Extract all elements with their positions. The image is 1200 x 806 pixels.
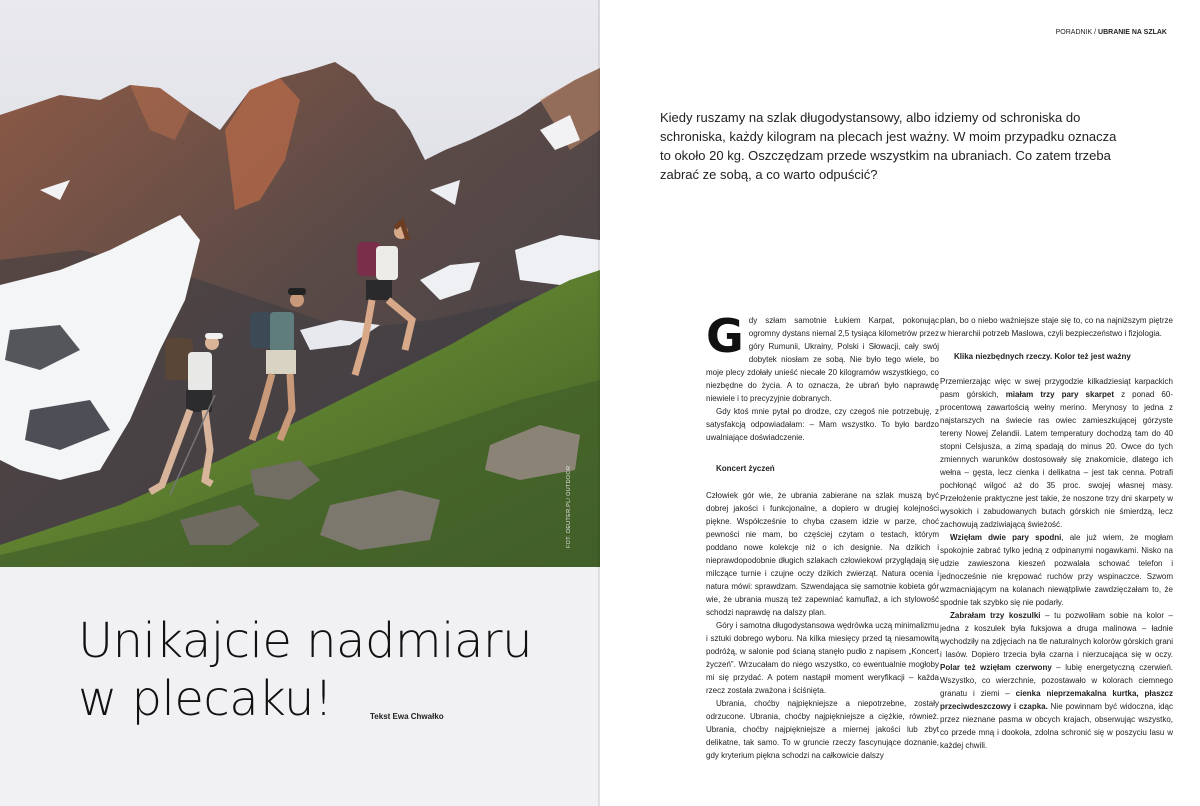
paragraph: Przemierzając więc w swej przygodzie kilkadziesiąt karpackich pasm górskich, miałam trzy pary skarpet z ponad 60-procentową zawartością wełny merino. Merynosy to jedna z najstarszych na świecie ras owiec zamieszkującej górzyste tereny Nowej Zelandii. Latem temperatury dochodzą tam do 40 stopni Celsjusza, a zimą spadają do minus 20. Owce do tych zmiennych warunków dostosowały się znakomicie, dlatego ich wełna – gęsta, lecz cienka i delikatna – jest tak cenna. Potrafi pochłonąć wilgoć aż do 35 proc. swojej własnej masy. Przełożenie praktyczne jest takie, że noszone trzy dni skarpety w wysokich i zabudowanych butach górskich nie śmierdzą, lecz zachowują zadziwiającą świeżość. <box>940 377 1173 529</box>
drop-cap: G <box>706 309 744 363</box>
paragraph: plan, bo o niebo ważniejsze staje się to, co na najniższym piętrze w hierarchii potrzeb Maslowa, czyli bezpieczeństwo i fizjologia. <box>940 316 1173 338</box>
headline <box>78 612 548 728</box>
lead-paragraph: Kiedy ruszamy na szlak długodystansowy, albo idziemy od schroniska do schroniska, każdy kilogram na plecach jest ważny. W moim przypadku oznacza to około 20 kg. Oszczędzam przede wszystkim na ubraniach. Co zatem trzeba zabrać ze sobą, a co warto odpuścić? <box>660 110 1117 182</box>
paragraph: Ubrania, choćby najpiękniejsze a niepotrzebne, zostały odrzucone. Ubrania, choćby najpiękniejsze a ciężkie, również. Ubrania, choćby najpiękniejsze a miernej jakości lub zbyt delikatne, tak samo. To w gruncie rzeczy fascynujące doznanie, gdy kryterium piękna schodzi na całkowicie dalszy <box>706 699 939 760</box>
right-page <box>600 0 1200 806</box>
headline-line-1: Unikajcie nadmiaru <box>78 613 533 669</box>
paragraph: Góry i samotna długodystansowa wędrówka uczą minimalizmu i sztuki dobrego wyboru. Na kilka miesięcy przed tą niesamowitą podróżą, w salonie pod ścianą stanęło pudło z napisem „Koncert życzeń”. Wrzucałam do niego wszystko, co ewentualnie mogłoby mi się przydać. A potem nastąpił moment weryfikacji – każda rzecz została zważona i ściśnięta. <box>706 621 939 695</box>
photo-credit: FOT. DEUTER.PL/ OUTDOOR <box>566 465 572 548</box>
section-tag <box>1056 29 1167 36</box>
paragraph: Wzięłam dwie pary spodni, ale już wiem, że mogłam spokojnie zabrać tylko jedną z odpinanymi nogawkami. Nisko na udzie zawieszona kieszeń pozwalała schować telefon i jednocześnie nie krępować ruchów przy wspinaczce. Szwom wzmacniającym na kolanach niewątpliwie zawdzięczałam to, że spodnie tak szybko się nie podarły. <box>940 533 1174 607</box>
author-byline: Tekst Ewa Chwałko <box>370 712 444 721</box>
paragraph: Człowiek gór wie, że ubrania zabierane na szlak muszą być dobrej jakości i funkcjonalne, a dopiero w drugiej kolejności piękne. Współcześnie to chyba czasem idzie w parze, choć pewności nie mam, bo częściej czytam o testach, którym poddano nowe kolekcje niż o ich designie. Na dzikich i nieprawdopodobnie długich szlakach człowiekowi przyglądają się milczące turnie i czujne oczy dzikich zwierząt. Natura ocenia i natura mówi: sprawdzam. Szwendająca się samotnie kobieta gór wie, że ubrania muszą też zapewniać kamuflaż, a ich stylowość schodzi naprawdę na dalszy plan. <box>706 491 939 617</box>
paragraph: Gdy szłam samotnie Łukiem Karpat, pokonując ogromny dystans niemal 2,5 tysiąca kilometrów przez góry Rumunii, Ukrainy, Polski i Słowacji, cały swój dobytek niosłam ze sobą. Nie było tego wiele, bo moje plecy zdołały unieść niecałe 20 kilogramów wszystkiego, co niezbędne do życia. A to oznacza, że ubrań było naprawdę niewiele i to precyzyjnie dobranych. <box>706 309 939 403</box>
section-name: UBRANIE NA SZLAK <box>1098 29 1167 36</box>
paragraph: Zabrałam trzy koszulki – tu pozwoliłam sobie na kolor – jedna z koszulek była fuksjowa a druga malinowa – ładnie wychodziły na zdjęciach na tle naturalnych kolorów górskich grani i lasów. Dopiero trzecia była czarna i nierzucająca się w oczy. Polar też wzięłam czerwony – lubię energetyczną czerwień. Wszystko, co wierzchnie, pozostawało w kolorach ciemnego granatu i ziemi – cienka nieprzemakalna kurtka, płaszcz przeciwdeszczowy i czapka. Nie powinnam być widoczna, idąc przez nieznane pasma w obcych krajach, obserwując wszystko, co przede mną i dookoła, zdolna schronić się w poszyciu lasu w każdej chwili. <box>940 611 1174 750</box>
subheading: Klika niezbędnych rzeczy. Kolor też jest ważny <box>954 352 1131 361</box>
paragraph: Gdy ktoś mnie pytał po drodze, czy czegoś nie potrzebuję, z satysfakcją odpowiadałam: – Mam wszystko. To było bardzo uwalniające doświadczenie. <box>706 407 939 442</box>
hero-photo <box>0 0 600 567</box>
article-column-2 <box>940 314 1173 752</box>
article-column-1 <box>706 309 939 762</box>
headline-line-2: w plecaku! <box>78 671 333 727</box>
section-label: PORADNIK / <box>1055 29 1097 36</box>
subheading: Koncert życzeń <box>716 464 775 473</box>
